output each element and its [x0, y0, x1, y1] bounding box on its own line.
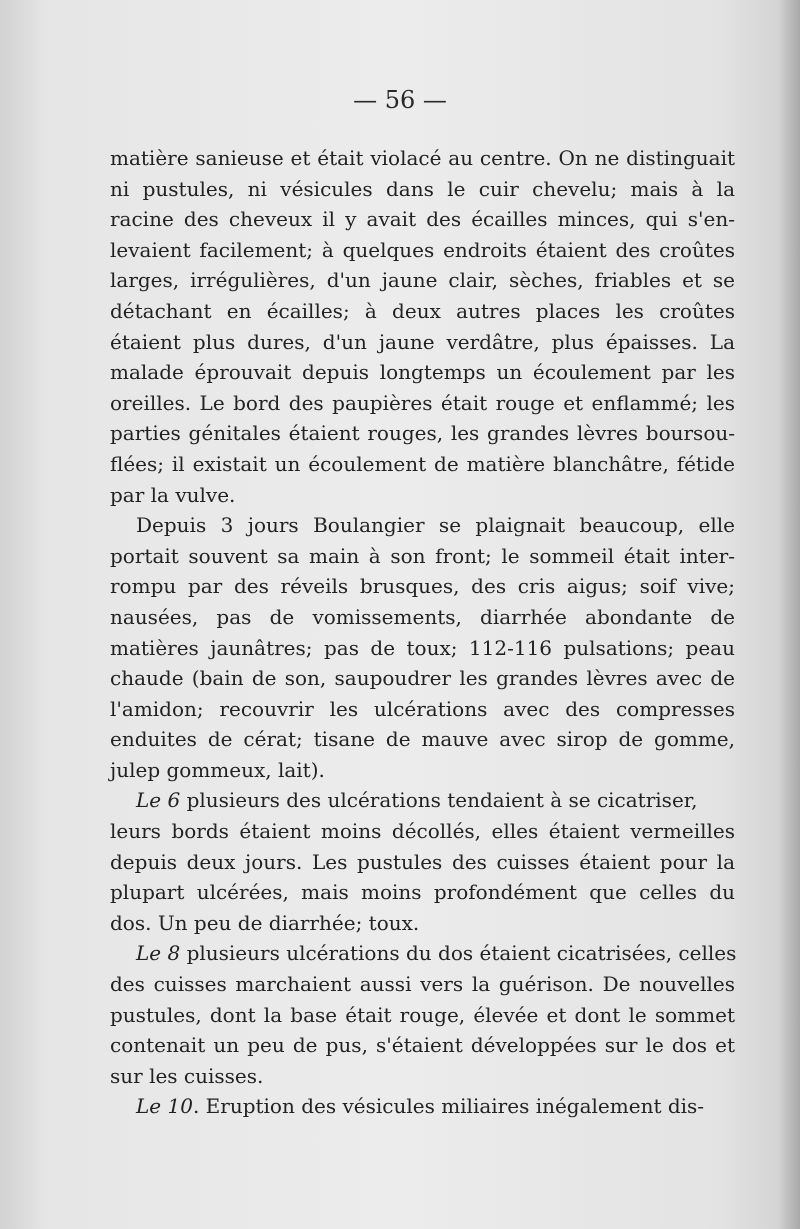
text-line: larges, irrégulières, d'un jaune clair, sèches, friables et se [110, 268, 735, 293]
text-line: . Eruption des vésicules miliaires inégalement dis- [192, 1094, 705, 1119]
text-line: chaude (bain de son, saupoudrer les grandes lèvres avec de [110, 666, 735, 691]
text-line: rompu par des réveils brusques, des cris aigus; soif vive; [110, 574, 735, 599]
text-line: l'amidon; recouvrir les ulcérations avec des compresses [110, 696, 735, 721]
text-line: matières jaunâtres; pas de toux; 112-116 pulsations; peau [110, 635, 735, 660]
text-line: flées; il existait un écoulement de matière blanchâtre, fétide [110, 451, 735, 476]
text-line: sur les cuisses. [110, 1063, 264, 1088]
text-line: parties génitales étaient rouges, les grandes lèvres boursou- [110, 421, 735, 446]
text-line-dated [110, 1091, 735, 1122]
date-label: Le 8 [136, 941, 181, 966]
body-text [110, 143, 735, 1122]
text-line: plusieurs des ulcérations tendaient à se cicatriser, [186, 788, 698, 813]
text-line: levaient facilement; à quelques endroits étaient des croûtes [110, 237, 735, 262]
date-label: Le 10 [136, 1094, 193, 1119]
text-line: détachant en écailles; à deux autres places les croûtes [110, 298, 735, 323]
text-line: étaient plus dures, d'un jaune verdâtre, plus épaisses. La [110, 329, 735, 354]
text-line: contenait un peu de pus, s'étaient développées sur le dos et [110, 1033, 735, 1058]
text-line: plupart ulcérées, mais moins profondément que celles du [110, 880, 735, 905]
text-line: pustules, dont la base était rouge, élevée et dont le sommet [110, 1002, 735, 1027]
text-line: par la vulve. [110, 482, 236, 507]
date-label: Le 6 [136, 788, 181, 813]
text-line: Depuis 3 jours Boulangier se plaignait beaucoup, elle [136, 513, 735, 538]
text-line: leurs bords étaient moins décollés, elles étaient vermeilles [110, 819, 735, 844]
text-line: enduites de cérat; tisane de mauve avec sirop de gomme, [110, 727, 735, 752]
text-line-dated [110, 785, 735, 816]
text-line: nausées, pas de vomissements, diarrhée abondante de [110, 604, 735, 629]
text-line: malade éprouvait depuis longtemps un écoulement par les [110, 360, 735, 385]
text-line-dated [110, 938, 735, 969]
text-line: oreilles. Le bord des paupières était rouge et enflammé; les [110, 390, 735, 415]
text-line: portait souvent sa main à son front; le sommeil était inter- [110, 543, 735, 568]
text-line: ni pustules, ni vésicules dans le cuir chevelu; mais à la [110, 176, 735, 201]
text-line: des cuisses marchaient aussi vers la guérison. De nouvelles [110, 972, 735, 997]
text-line: julep gommeux, lait). [110, 757, 325, 782]
text-line: depuis deux jours. Les pustules des cuisses étaient pour la [110, 849, 735, 874]
page-edge-shadow [778, 0, 800, 1229]
text-line: racine des cheveux il y avait des écailles minces, qui s'en- [110, 207, 735, 232]
page-number-header: — 56 — [353, 86, 447, 114]
text-line: dos. Un peu de diarrhée; toux. [110, 910, 420, 935]
text-line: plusieurs ulcérations du dos étaient cicatrisées, celles [186, 941, 737, 966]
text-line: matière sanieuse et était violacé au centre. On ne distinguait [110, 146, 735, 170]
